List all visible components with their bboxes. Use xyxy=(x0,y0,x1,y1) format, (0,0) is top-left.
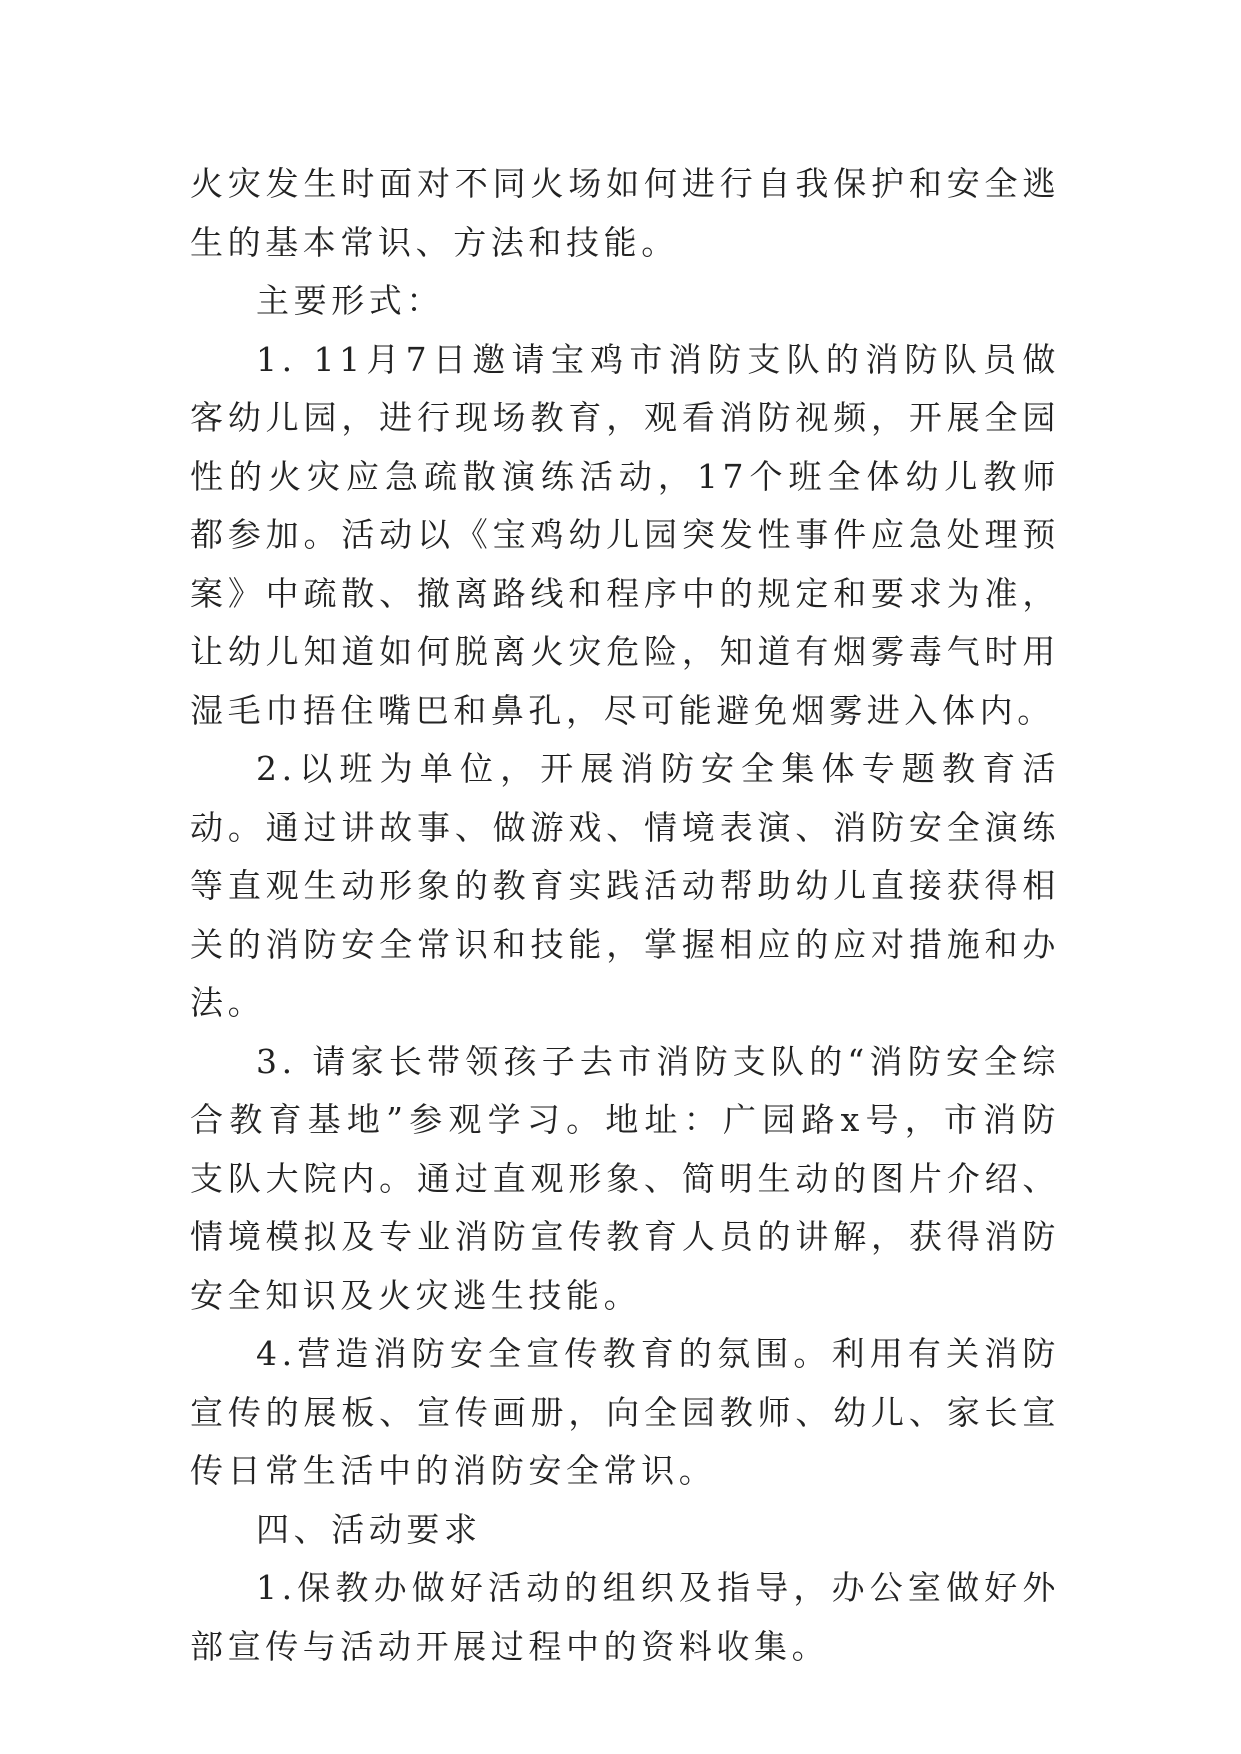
paragraph-fire-safety-knowledge: 火灾发生时面对不同火场如何进行自我保护和安全逃生的基本常识、方法和技能。 xyxy=(190,164,1060,262)
section-heading-activity-requirements: 四、活动要求 xyxy=(256,1509,482,1549)
paragraph-main-forms-heading: 主要形式： xyxy=(256,281,444,320)
paragraph-item-1-fire-drill: 1. 11月7日邀请宝鸡市消防支队的消防队员做客幼儿园，进行现场教育，观看消防视频，开展全园性的火灾应急疏散演练活动，17个班全体幼儿教师都参加。活动以《宝鸡幼儿园突发性事件应急处理预案》中疏散、撤离路线和程序中的规定和要求为准，让幼儿知道如何脱离火灾危险，知道有烟雾毒气时用湿毛巾捂住嘴巴和鼻孔，尽可能避免烟雾进入体内。 xyxy=(190,339,1060,730)
paragraph-item-3-education-base-visit: 3. 请家长带领孩子去市消防支队的“消防安全综合教育基地”参观学习。地址：广园路x号，市消防支队大院内。通过直观形象、简明生动的图片介绍、情境模拟及专业消防宣传教育人员的讲解，获得消防安全知识及火灾逃生技能。 xyxy=(190,1041,1060,1315)
paragraph-requirement-1: 1.保教办做好活动的组织及指导，办公室做好外部宣传与活动开展过程中的资料收集。 xyxy=(190,1568,1060,1666)
document-body xyxy=(190,155,1060,1676)
paragraph-item-2-class-education: 2.以班为单位，开展消防安全集体专题教育活动。通过讲故事、做游戏、情境表演、消防安全演练等直观生动形象的教育实践活动帮助幼儿直接获得相关的消防安全常识和技能，掌握相应的应对措施和办法。 xyxy=(190,749,1060,1022)
paragraph-item-4-atmosphere: 4.营造消防安全宣传教育的氛围。利用有关消防宣传的展板、宣传画册，向全园教师、幼儿、家长宣传日常生活中的消防安全常识。 xyxy=(190,1334,1060,1490)
